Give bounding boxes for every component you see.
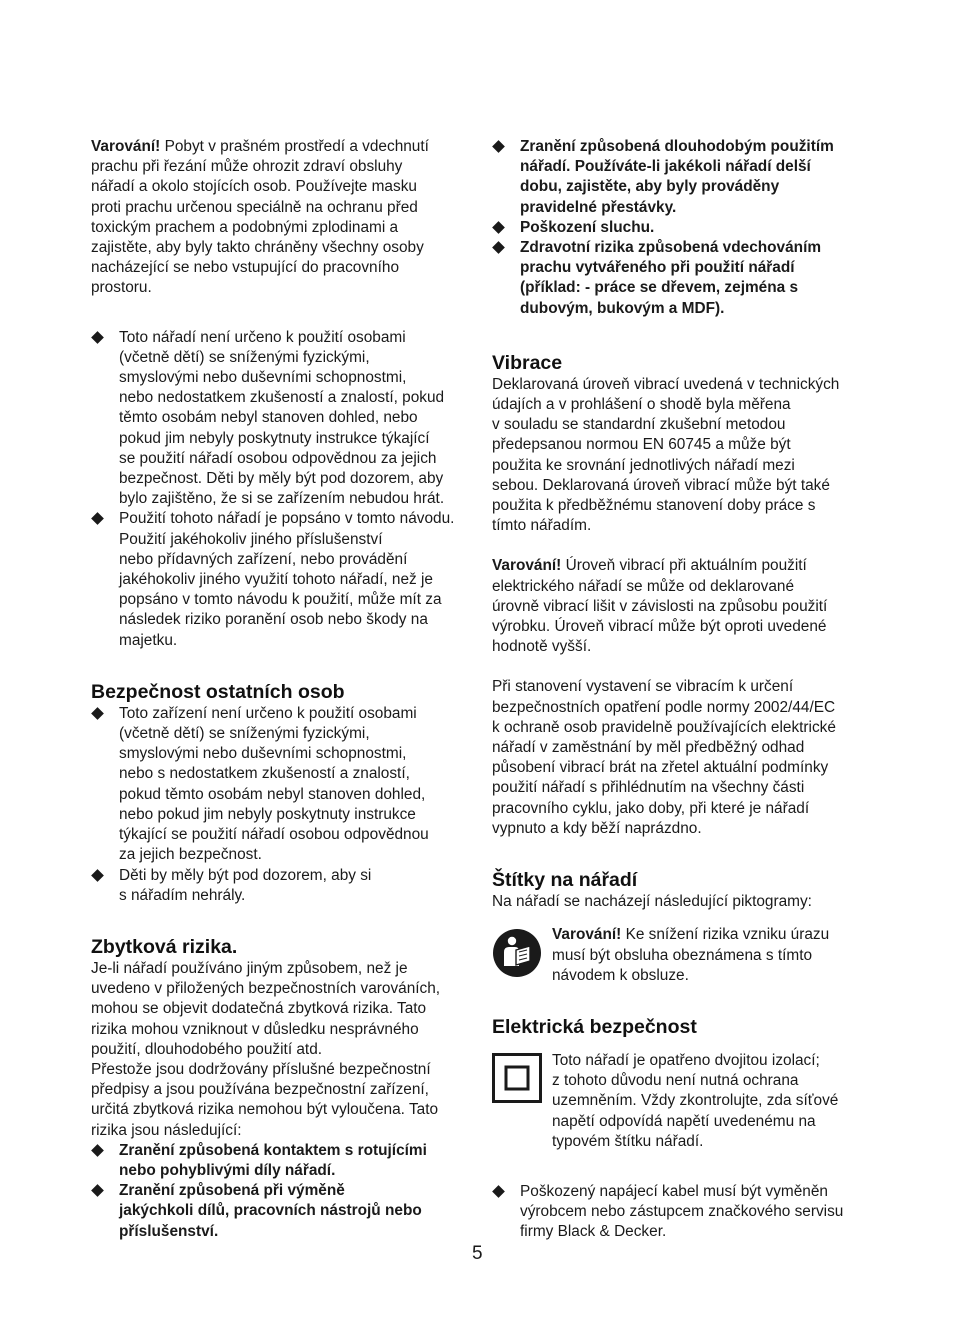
diamond-bullet-icon	[492, 221, 505, 234]
diamond-bullet-icon	[91, 513, 104, 526]
read-manual-icon	[492, 928, 542, 978]
cable-bullet: Poškozený napájecí kabel musí být vyměněn výrobcem nebo zástupcem značkového servisu firmy Black & Decker.	[492, 1182, 882, 1243]
dust-warning-label: Varování!	[91, 138, 161, 155]
residual-risks-heading: Zbytková rizika.	[91, 935, 238, 958]
dust-warning-line: toxickým prachem a podobnými zplodinami a	[91, 218, 399, 236]
diamond-bullet-icon	[91, 1144, 104, 1157]
page-number: 5	[472, 1243, 483, 1264]
vibration-warning: Varování! Úroveň vibrací při aktuálním použití elektrického nářadí se může od deklarované úrovně vibrací lišit v závislosti na způsobu použití výrobku. Úroveň vibrací může být oproti uvedené hodnotě vyšší.	[492, 557, 828, 656]
labels-intro: Na nářadí se nacházejí následující piktogramy:	[492, 893, 812, 911]
others-safety-heading: Bezpečnost ostatních osob	[91, 680, 345, 703]
others-bullet-1: Toto zařízení není určeno k použití osobami (včetně dětí) se sníženými fyzickými, smyslovými nebo duševními schopnostmi, nebo s nedostatkem zkušeností a znalostí, pokud těmto osobám nebyl stanoven dohled, nebo pokud jim nebyly poskytnuty instrukce týkající se použití nářadí osobou odpovědnou za jejich bezpečnost.	[91, 704, 481, 866]
risk-item-1: Zranění způsobená kontaktem s rotujícími nebo pohyblivými díly nářadí.	[91, 1141, 481, 1181]
diamond-bullet-icon	[91, 1184, 104, 1197]
diamond-bullet-icon	[492, 1185, 505, 1198]
dust-warning-line: nacházející se nebo vstupující do pracovního	[91, 259, 400, 277]
bullet-persons: Toto nářadí není určeno k použití osobami (včetně dětí) se sníženými fyzickými, smyslovými nebo duševními schopnostmi, nebo nedostatkem zkušeností a znalostí, pokud těmto osobám nebyl stanoven dohled, nebo pokud jim nebyly poskytnuty instrukce týkající se použití nářadí osobou odpovědnou za jejich bezpečnost. Děti by měly být pod dozorem, aby bylo zajištěno, že si se zařízením nebudou hrát.	[91, 328, 481, 510]
dust-warning-line: zajistěte, aby byly takto chráněny všechny osoby	[91, 239, 424, 257]
dust-warning-line: Pobyt v prašném prostředí a vdechnutí	[160, 138, 429, 155]
vibration-text: Deklarovaná úroveň vibrací uvedená v technických údajích a v prohlášení o shodě byla měřena v souladu se standardní zkušební metodou předepsanou normou EN 60745 a může být použita ke srovnání jednotlivých nářadí mezi sebou. Deklarovaná úroveň vibrací může být také použita k předběžnému stanovení doby práce s tímto nářadím.	[492, 375, 840, 535]
risk-item-2: Zranění způsobená při výměně jakýchkoli dílů, pracovních nástrojů nebo příslušenství.	[91, 1181, 481, 1242]
right-column	[492, 137, 882, 1243]
vibration-exposure-text: Při stanovení vystavení se vibracím k určení bezpečnostních opatření podle normy 2002/44/EC k ochraně osob pravidelně používajících elektrické nářadí v zaměstnání by měl předběžný odhad působení vibrací brát na zřetel aktuální podmínky použití nářadí s přihlédnutím na všechny části pracovního cyklu, jako doby, při které je nářadí vypnuto a kdy běží naprázdno.	[492, 678, 836, 837]
diamond-bullet-icon	[492, 140, 505, 153]
vibration-heading: Vibrace	[492, 351, 563, 374]
risk-item-4: Poškození sluchu.	[492, 218, 882, 238]
diamond-bullet-icon	[91, 707, 104, 720]
bullet-use: Použití tohoto nářadí je popsáno v tomto návodu. Použití jakéhokoliv jiného příslušenství nebo přídavných zařízení, nebo provádění jakéhokoliv jiného využití tohoto nářadí, než je popsáno v tomto návodu k použití, může mít za následek riziko poranění osob nebo škody na majetku.	[91, 509, 481, 650]
others-bullet-2: Děti by měly být pod dozorem, aby si s nářadím nehrály.	[91, 866, 481, 906]
dust-warning-line: prachu při řezání může ohrozit zdraví obsluhy	[91, 158, 403, 176]
dust-warning-line: nářadí a okolo stojících osob. Používejte masku	[91, 178, 417, 196]
vibration-warning-label: Varování!	[492, 557, 562, 575]
residual-risks-text: Je-li nářadí používáno jiným způsobem, než je uvedeno v přiložených bezpečnostních varováních, mohou se objevit dodatečná zbytková rizika. Tato rizika mohou vzniknout v důsledku nesprávného použití, dlouhodobého použití atd. Přestože jsou dodržovány příslušné bezpečnostní předpisy a jsou používána bezpečnostní zařízení, určitá zbytková rizika nemohou být vyloučena. Tato rizika jsou následující:	[91, 959, 441, 1139]
manual-warning-label: Varování!	[552, 926, 622, 944]
double-insulation-icon	[492, 1053, 542, 1103]
risk-item-5: Zdravotní rizika způsobená vdechováním prachu vytvářeného při použití nářadí (příklad: - práce se dřevem, zejména s dubovým, bukovým a MDF).	[492, 238, 882, 319]
diamond-bullet-icon	[91, 869, 104, 882]
electrical-safety-heading: Elektrická bezpečnost	[492, 1015, 697, 1038]
dust-warning-line: prostoru.	[91, 279, 152, 297]
double-insulation-text: Toto nářadí je opatřeno dvojitou izolací; z tohoto důvodu není nutná ochrana uzemněním. Vždy zkontrolujte, zda síťové napětí odpovídá napětí uvedenému na typovém štítku nářadí.	[552, 1051, 839, 1150]
dust-warning-line: proti prachu určenou speciálně na ochranu před	[91, 198, 418, 216]
diamond-bullet-icon	[492, 241, 505, 254]
double-insulation-row	[492, 1051, 882, 1152]
diamond-bullet-icon	[91, 331, 104, 344]
manual-warning-text: Varování! Ke snížení rizika vzniku úrazu musí být obsluha obeznámena s tímto návodem k obsluze.	[552, 926, 830, 984]
manual-warning-row	[492, 925, 882, 986]
risk-item-3: Zranění způsobená dlouhodobým použitím nářadí. Používáte-li jakékoli nářadí delší dobu, zajistěte, aby byly prováděny pravidelné přestávky.	[492, 137, 882, 218]
labels-heading: Štítky na nářadí	[492, 869, 638, 892]
dust-warning	[91, 137, 481, 299]
left-column	[91, 137, 481, 1242]
